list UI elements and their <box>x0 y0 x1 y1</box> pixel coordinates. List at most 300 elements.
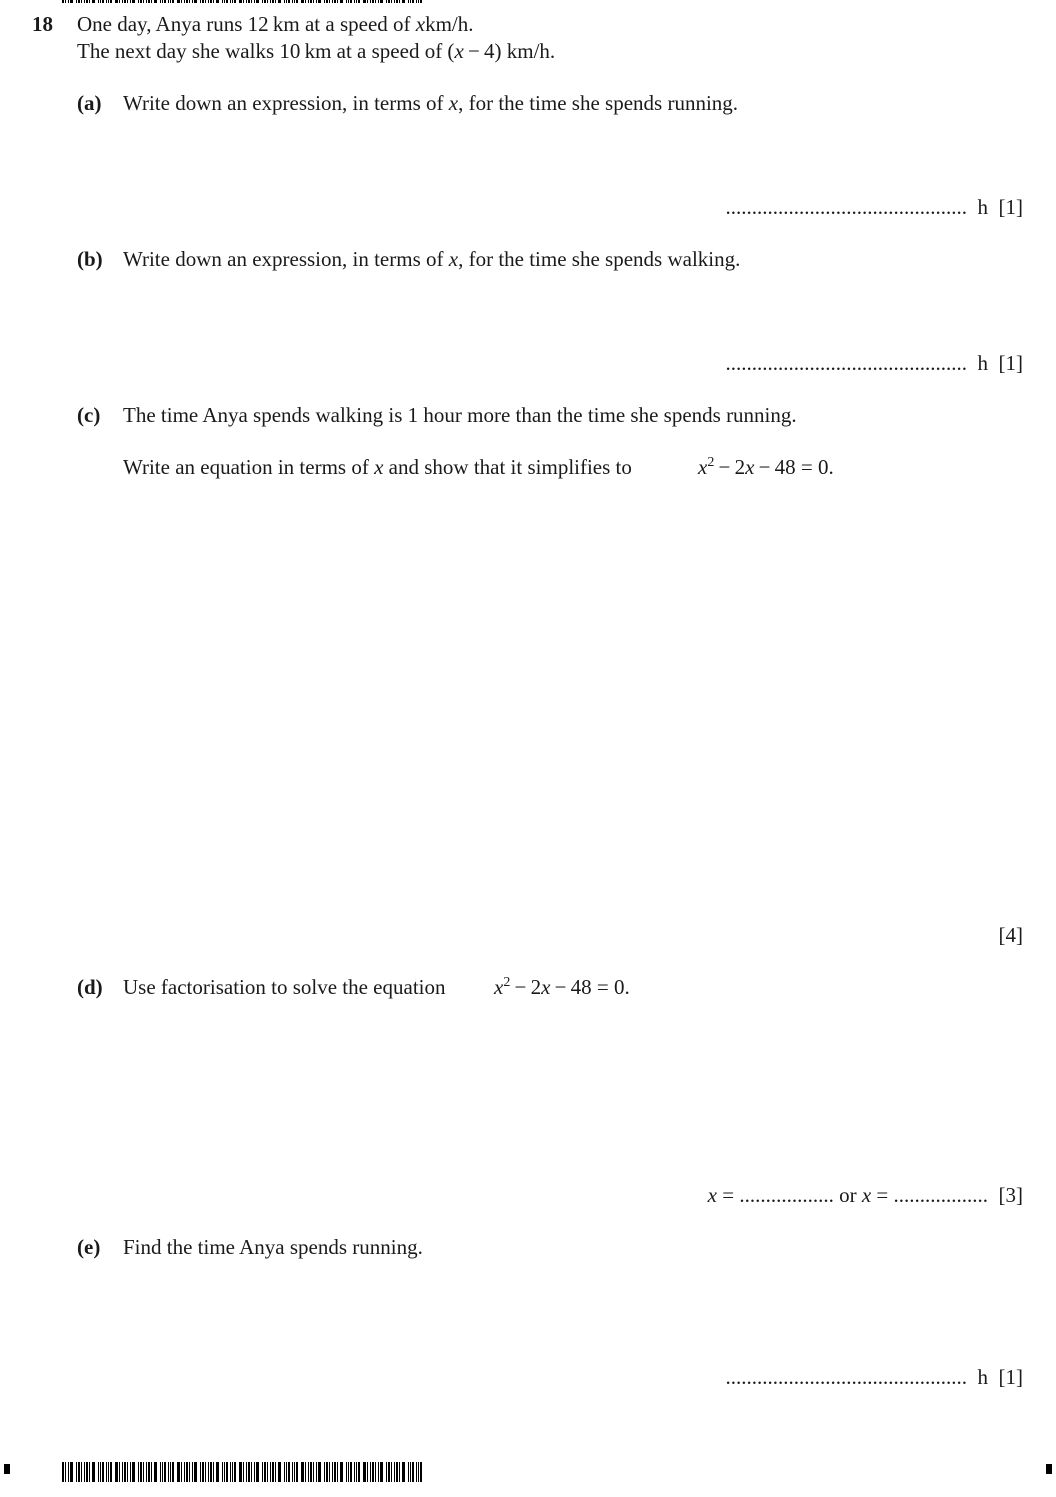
barcode-bar <box>170 1462 171 1482</box>
part-d-answer-equals-1: = <box>716 1183 740 1207</box>
barcode-bar <box>332 0 333 3</box>
part-c-eq-variable: x <box>698 455 708 479</box>
part-d-eq-variable-2: x <box>541 975 551 999</box>
barcode-bar <box>380 1462 383 1482</box>
barcode-bar <box>122 0 123 3</box>
barcode-bar <box>119 0 120 3</box>
barcode-bar <box>210 1462 212 1482</box>
barcode-bar <box>232 1462 233 1482</box>
registration-mark-left <box>4 1464 10 1474</box>
barcode-bar <box>416 0 417 3</box>
intro2-text: The next day she walks 10 km at a speed of ( <box>77 39 455 63</box>
part-a-answer-line[interactable] <box>726 194 1024 220</box>
part-c-text-1: The time Anya spends walking is 1 hour more than the time she spends running. <box>123 403 797 427</box>
barcode-bar <box>239 0 242 3</box>
barcode-bar <box>98 0 99 3</box>
part-c-eq-exponent: 2 <box>707 455 715 470</box>
barcode-bar <box>378 0 379 3</box>
part-b-text-end: , for the time she spends walking. <box>458 247 741 271</box>
part-a-label: (a) <box>77 91 102 115</box>
barcode-bar <box>81 1462 82 1482</box>
barcode-bar <box>248 0 250 3</box>
part-b-text <box>123 246 740 272</box>
barcode-bar <box>234 0 236 3</box>
barcode-bar <box>232 0 233 3</box>
part-e-answer-line[interactable] <box>726 1364 1024 1390</box>
top-barcode-strip <box>62 0 425 3</box>
barcode-bar <box>65 1462 66 1482</box>
barcode-bar <box>399 1462 400 1482</box>
barcode-bar <box>65 0 66 3</box>
barcode-bar <box>363 1462 366 1482</box>
barcode-bar <box>251 1462 252 1482</box>
barcode-bar <box>202 1462 204 1482</box>
barcode-bar <box>110 0 112 3</box>
barcode-bar <box>124 1462 126 1482</box>
barcode-bar <box>378 1462 379 1482</box>
barcode-bar <box>162 1462 163 1482</box>
barcode-bar <box>410 1462 411 1482</box>
part-d-label: (d) <box>77 975 103 999</box>
barcode-bar <box>296 1462 298 1482</box>
barcode-bar <box>189 0 190 3</box>
barcode-bar <box>262 1462 263 1482</box>
barcode-bar <box>68 1462 69 1482</box>
barcode-bar <box>418 0 419 3</box>
barcode-bar <box>70 0 73 3</box>
barcode-bar <box>380 0 383 3</box>
barcode-bar <box>226 1462 228 1482</box>
part-d-eq-exponent: 2 <box>503 975 511 990</box>
barcode-bar <box>224 1462 225 1482</box>
barcode-bar <box>124 0 126 3</box>
barcode-bar <box>119 1462 120 1482</box>
barcode-bar <box>184 1462 185 1482</box>
part-c-marks: [4] <box>998 923 1023 947</box>
barcode-bar <box>313 0 314 3</box>
barcode-bar <box>340 1462 343 1482</box>
barcode-bar <box>89 0 90 3</box>
barcode-bar <box>356 0 357 3</box>
part-c-equation <box>698 454 834 480</box>
barcode-bar <box>326 1462 328 1482</box>
part-c-eq-term: − 2 <box>714 455 746 479</box>
barcode-bar <box>181 1462 182 1482</box>
barcode-bar <box>130 0 131 3</box>
barcode-bar <box>205 0 206 3</box>
part-d-answer-dots-2[interactable]: .................. <box>893 1183 988 1207</box>
barcode-bar <box>86 0 88 3</box>
barcode-bar <box>70 1462 73 1482</box>
barcode-bar <box>416 1462 417 1482</box>
barcode-bar <box>170 0 171 3</box>
barcode-bar <box>301 1462 304 1482</box>
barcode-bar <box>213 0 214 3</box>
barcode-bar <box>205 1462 206 1482</box>
intro-text: One day, Anya runs 12 km at a speed of <box>77 12 416 36</box>
barcode-bar <box>402 0 405 3</box>
barcode-bar <box>62 1462 64 1482</box>
barcode-bar <box>363 0 366 3</box>
part-d-answer-line[interactable] <box>708 1182 1023 1208</box>
barcode-bar <box>292 1462 293 1482</box>
barcode-bar <box>202 0 204 3</box>
barcode-bar <box>350 0 352 3</box>
barcode-bar <box>316 0 317 3</box>
barcode-bar <box>151 1462 152 1482</box>
barcode-bar <box>62 0 64 3</box>
barcode-bar <box>262 0 263 3</box>
barcode-bar <box>334 0 336 3</box>
part-d-eq-variable: x <box>494 975 504 999</box>
barcode-bar <box>294 0 295 3</box>
part-b-marks: [1] <box>998 351 1023 375</box>
barcode-bar <box>270 1462 271 1482</box>
barcode-bar <box>396 0 398 3</box>
barcode-bar <box>168 0 169 3</box>
barcode-bar <box>189 1462 190 1482</box>
barcode-bar <box>337 1462 338 1482</box>
registration-mark-right <box>1046 1464 1052 1474</box>
intro2-variable: x <box>454 39 464 63</box>
part-b-text-start: Write down an expression, in terms of <box>123 247 449 271</box>
barcode-bar <box>102 1462 104 1482</box>
barcode-bar <box>210 0 212 3</box>
barcode-bar <box>367 0 368 3</box>
part-c-label: (c) <box>77 403 101 427</box>
barcode-bar <box>326 0 328 3</box>
barcode-bar <box>420 0 422 3</box>
barcode-bar <box>106 1462 107 1482</box>
barcode-bar <box>324 0 325 3</box>
part-a-variable: x <box>448 91 459 115</box>
part-d-text: Use factorisation to solve the equation <box>123 975 446 999</box>
barcode-bar <box>372 1462 374 1482</box>
part-c-eq-rest: − 48 = 0. <box>754 455 834 479</box>
barcode-bar <box>92 1462 95 1482</box>
barcode-bar <box>391 1462 392 1482</box>
part-a-unit: h <box>977 195 988 219</box>
barcode-bar <box>308 1462 309 1482</box>
barcode-bar <box>408 0 409 3</box>
barcode-bar <box>200 1462 201 1482</box>
barcode-bar <box>394 0 395 3</box>
barcode-bar <box>154 1462 157 1482</box>
part-e-label: (e) <box>77 1235 101 1259</box>
part-d-answer-dots-1[interactable]: .................. <box>739 1183 834 1207</box>
barcode-bar <box>329 1462 330 1482</box>
barcode-bar <box>186 1462 188 1482</box>
barcode-bar <box>267 0 268 3</box>
barcode-bar <box>391 0 392 3</box>
barcode-bar <box>106 0 107 3</box>
barcode-bar <box>160 1462 161 1482</box>
barcode-bar <box>243 0 244 3</box>
barcode-bar <box>256 0 259 3</box>
barcode-bar <box>370 0 371 3</box>
barcode-bar <box>168 1462 169 1482</box>
barcode-bar <box>148 1462 150 1482</box>
part-c-eq-variable-2: x <box>745 455 755 479</box>
barcode-bar <box>367 1462 368 1482</box>
barcode-bar <box>143 1462 144 1482</box>
barcode-bar <box>256 1462 259 1482</box>
barcode-bar <box>310 1462 312 1482</box>
barcode-bar <box>396 1462 398 1482</box>
barcode-bar <box>354 1462 355 1482</box>
barcode-bar <box>305 0 306 3</box>
barcode-bar <box>138 1462 139 1482</box>
barcode-bar <box>151 0 152 3</box>
barcode-bar <box>356 1462 357 1482</box>
part-a-marks: [1] <box>998 195 1023 219</box>
barcode-bar <box>272 0 274 3</box>
barcode-bar <box>181 0 182 3</box>
question-intro-line-1 <box>77 11 474 37</box>
barcode-bar <box>208 1462 209 1482</box>
part-b-unit: h <box>977 351 988 375</box>
barcode-bar <box>318 1462 321 1482</box>
barcode-bar <box>408 1462 409 1482</box>
barcode-bar <box>172 1462 174 1482</box>
barcode-bar <box>177 1462 180 1482</box>
barcode-bar <box>288 1462 290 1482</box>
barcode-bar <box>213 1462 214 1482</box>
barcode-bar <box>412 1462 414 1482</box>
barcode-bar <box>254 0 255 3</box>
intro-text-end: km/h. <box>425 12 474 36</box>
part-c-text-2 <box>123 454 632 480</box>
barcode-bar <box>81 0 82 3</box>
part-d-answer-var-2: x <box>861 1183 872 1207</box>
barcode-bar <box>243 1462 244 1482</box>
barcode-bar <box>337 0 338 3</box>
barcode-bar <box>248 1462 250 1482</box>
barcode-bar <box>140 0 142 3</box>
barcode-bar <box>394 1462 395 1482</box>
barcode-bar <box>375 0 376 3</box>
barcode-bar <box>146 0 147 3</box>
barcode-bar <box>208 0 209 3</box>
barcode-bar <box>254 1462 255 1482</box>
barcode-bar <box>216 0 219 3</box>
barcode-bar <box>286 0 287 3</box>
part-b-label: (b) <box>77 247 103 271</box>
barcode-bar <box>186 0 188 3</box>
intro2-text-end: − 4) km/h. <box>463 39 556 63</box>
barcode-bar <box>272 1462 274 1482</box>
barcode-bar <box>192 1462 193 1482</box>
barcode-bar <box>313 1462 314 1482</box>
barcode-bar <box>78 0 80 3</box>
barcode-bar <box>138 0 139 3</box>
barcode-bar <box>110 1462 112 1482</box>
barcode-bar <box>194 0 197 3</box>
part-d-answer-var-1: x <box>707 1183 717 1207</box>
barcode-bar <box>89 1462 90 1482</box>
barcode-bar <box>84 0 85 3</box>
barcode-bar <box>270 0 271 3</box>
barcode-bar <box>386 1462 387 1482</box>
barcode-bar <box>286 1462 287 1482</box>
part-b-variable: x <box>448 247 459 271</box>
barcode-bar <box>316 1462 317 1482</box>
barcode-bar <box>216 1462 219 1482</box>
barcode-bar <box>350 1462 352 1482</box>
barcode-bar <box>68 0 69 3</box>
barcode-bar <box>115 1462 118 1482</box>
part-c-text2-mid: and show that it simplifies to <box>383 455 632 479</box>
barcode-bar <box>264 1462 266 1482</box>
barcode-bar <box>132 1462 135 1482</box>
barcode-bar <box>222 0 223 3</box>
barcode-bar <box>100 0 101 3</box>
part-d-equation <box>494 974 630 1000</box>
barcode-bar <box>100 1462 101 1482</box>
barcode-bar <box>200 0 201 3</box>
barcode-bar <box>226 0 228 3</box>
part-d-eq-rest: − 48 = 0. <box>550 975 630 999</box>
barcode-bar <box>222 1462 223 1482</box>
barcode-bar <box>76 0 77 3</box>
barcode-bar <box>78 1462 80 1482</box>
barcode-bar <box>140 1462 142 1482</box>
barcode-bar <box>375 1462 376 1482</box>
barcode-bar <box>172 0 174 3</box>
barcode-bar <box>388 1462 390 1482</box>
part-d-answer-equals-2: = <box>871 1183 894 1207</box>
part-d-answer-or: or <box>833 1183 862 1207</box>
barcode-bar <box>86 1462 88 1482</box>
barcode-bar <box>194 1462 197 1482</box>
barcode-bar <box>132 0 135 3</box>
barcode-bar <box>164 0 166 3</box>
barcode-bar <box>267 1462 268 1482</box>
part-c-text2-variable: x <box>374 455 384 479</box>
barcode-bar <box>358 1462 360 1482</box>
barcode-bar <box>354 0 355 3</box>
barcode-bar <box>284 1462 285 1482</box>
part-d-eq-term: − 2 <box>510 975 542 999</box>
barcode-bar <box>346 0 347 3</box>
barcode-bar <box>292 0 293 3</box>
barcode-bar <box>108 0 109 3</box>
barcode-bar <box>305 1462 306 1482</box>
question-intro-line-2 <box>77 38 555 64</box>
part-e-marks: [1] <box>998 1365 1023 1389</box>
barcode-bar <box>239 1462 242 1482</box>
barcode-bar <box>98 1462 99 1482</box>
part-a-text-end: , for the time she spends running. <box>458 91 739 115</box>
part-e-text: Find the time Anya spends running. <box>123 1235 423 1259</box>
barcode-bar <box>275 0 276 3</box>
barcode-bar <box>154 0 157 3</box>
barcode-bar <box>294 1462 295 1482</box>
barcode-bar <box>412 0 414 3</box>
barcode-bar <box>115 0 118 3</box>
barcode-bar <box>127 0 128 3</box>
part-d-marks: [3] <box>998 1183 1023 1207</box>
barcode-bar <box>130 1462 131 1482</box>
barcode-bar <box>264 0 266 3</box>
barcode-bar <box>278 0 281 3</box>
barcode-bar <box>410 0 411 3</box>
barcode-bar <box>224 0 225 3</box>
barcode-bar <box>284 0 285 3</box>
barcode-bar <box>76 1462 77 1482</box>
barcode-bar <box>329 0 330 3</box>
barcode-bar <box>372 0 374 3</box>
part-c-text2-start: Write an equation in terms of <box>123 455 375 479</box>
barcode-bar <box>177 0 180 3</box>
part-e-answer-dots[interactable]: .............................................. <box>725 1365 967 1389</box>
barcode-bar <box>146 1462 147 1482</box>
barcode-bar <box>348 0 349 3</box>
barcode-bar <box>127 1462 128 1482</box>
barcode-bar <box>301 0 304 3</box>
barcode-bar <box>162 0 163 3</box>
barcode-bar <box>348 1462 349 1482</box>
barcode-bar <box>108 1462 109 1482</box>
bottom-barcode <box>62 1462 425 1482</box>
barcode-bar <box>386 0 387 3</box>
barcode-bar <box>399 0 400 3</box>
part-b-answer-dots[interactable]: .............................................. <box>725 351 967 375</box>
barcode-bar <box>370 1462 371 1482</box>
barcode-bar <box>278 1462 281 1482</box>
barcode-bar <box>358 0 360 3</box>
barcode-bar <box>324 1462 325 1482</box>
barcode-bar <box>346 1462 347 1482</box>
barcode-bar <box>340 0 343 3</box>
barcode-bar <box>288 0 290 3</box>
barcode-bar <box>230 0 231 3</box>
barcode-bar <box>418 1462 419 1482</box>
barcode-bar <box>308 0 309 3</box>
part-e-unit: h <box>977 1365 988 1389</box>
barcode-bar <box>184 0 185 3</box>
barcode-bar <box>84 1462 85 1482</box>
barcode-bar <box>92 0 95 3</box>
barcode-bar <box>102 0 104 3</box>
barcode-bar <box>275 1462 276 1482</box>
part-b-answer-line[interactable] <box>726 350 1024 376</box>
barcode-bar <box>192 0 193 3</box>
barcode-bar <box>164 1462 166 1482</box>
barcode-bar <box>420 1462 422 1482</box>
barcode-bar <box>251 0 252 3</box>
barcode-bar <box>246 1462 247 1482</box>
part-a-text <box>123 90 738 116</box>
barcode-bar <box>318 0 321 3</box>
barcode-bar <box>148 0 150 3</box>
barcode-bar <box>334 1462 336 1482</box>
barcode-bar <box>388 0 390 3</box>
question-number: 18 <box>32 12 53 36</box>
barcode-bar <box>122 1462 123 1482</box>
intro-variable: x <box>415 12 426 36</box>
barcode-bar <box>332 1462 333 1482</box>
part-a-answer-dots[interactable]: .............................................. <box>725 195 967 219</box>
barcode-bar <box>234 1462 236 1482</box>
barcode-bar <box>160 0 161 3</box>
barcode-bar <box>230 1462 231 1482</box>
barcode-bar <box>296 0 298 3</box>
barcode-bar <box>143 0 144 3</box>
barcode-bar <box>310 0 312 3</box>
barcode-bar <box>402 1462 405 1482</box>
barcode-bar <box>246 0 247 3</box>
